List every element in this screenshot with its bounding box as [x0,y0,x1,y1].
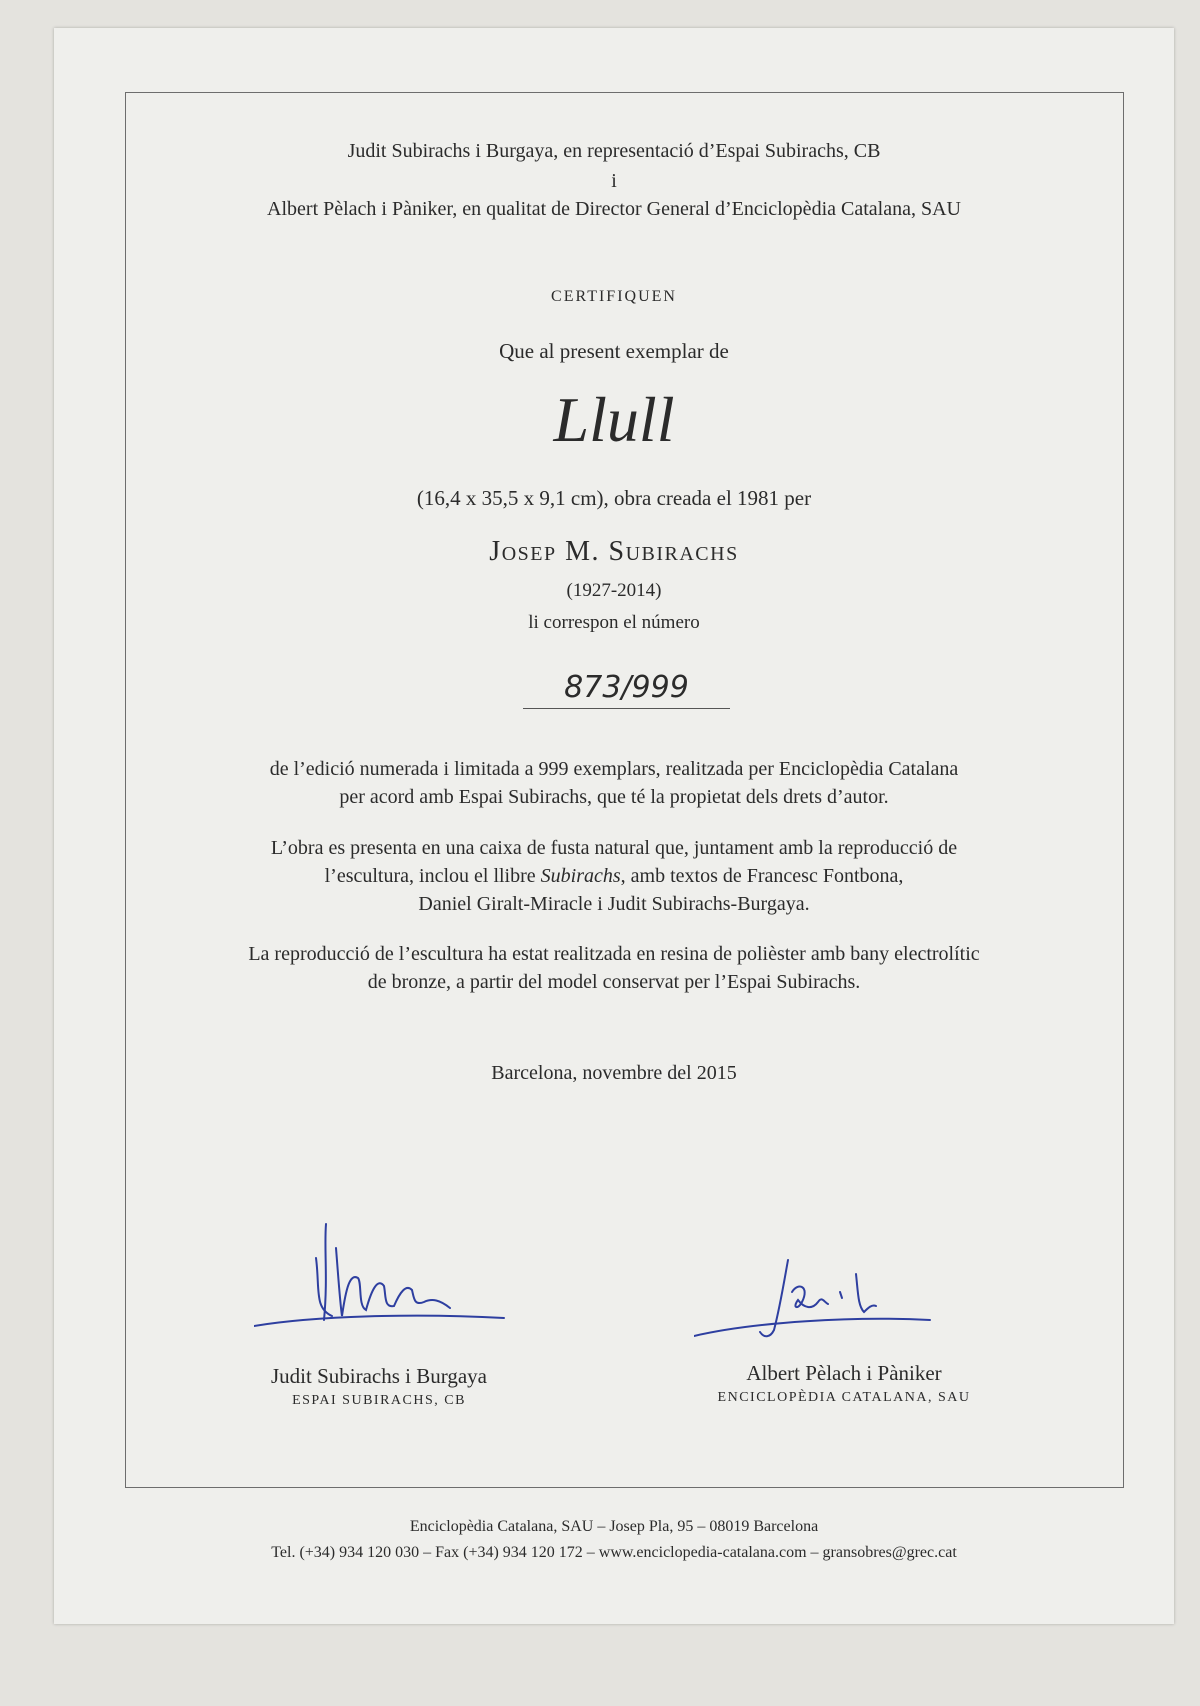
paragraph-box-line-1: L’obra es presenta en una caixa de fusta natural que, juntament amb la reproducció de [270,837,958,859]
signature-judit-subirachs [254,1218,554,1338]
paragraph-edition [54,755,1174,811]
signatory-2-name: Albert Pèlach i Pàniker [746,1361,942,1385]
header-line-3: Albert Pèlach i Pàniker, en qualitat de Director General d’Enciclopèdia Catalana, SAU [267,198,961,220]
work-title: Llull [553,384,675,455]
paragraph-box-text-a: l’escultura, inclou el llibre [324,865,541,887]
dimensions-text: (16,4 x 35,5 x 9,1 cm), obra creada el 1981 per [416,486,812,510]
footer [54,1514,1174,1566]
paragraph-reproduction-line-2: de bronze, a partir del model conservat per l’Espai Subirachs. [367,971,861,993]
number-intro: li correspon el número [528,612,700,633]
artist-name: Josep M. Subirachs [489,536,739,567]
paragraph-box [54,834,1174,918]
header-line-2: i [611,170,617,192]
signatory-1-org: ESPAI SUBIRACHS, CB [292,1393,466,1408]
certify-label: CERTIFIQUEN [551,288,677,305]
paragraph-edition-line-2: per acord amb Espai Subirachs, que té la propietat dels drets d’autor. [339,786,889,808]
artist-dates: (1927-2014) [566,580,662,601]
place-date: Barcelona, novembre del 2015 [491,1062,737,1084]
intro-text: Que al present exemplar de [499,339,729,363]
paragraph-box-line-3: Daniel Giralt-Miracle i Judit Subirachs-Burgaya. [418,893,810,915]
edition-number: 873/999 [564,670,689,705]
signature-albert-pelach [694,1252,954,1352]
signatory-2-org: ENCICLOPÈDIA CATALANA, SAU [717,1390,971,1405]
edition-number-field [523,650,730,709]
signatory-1-name: Judit Subirachs i Burgaya [270,1364,487,1388]
signatory-2 [694,1361,994,1406]
book-title: Subirachs [540,865,621,887]
signatory-1 [249,1364,509,1409]
paragraph-reproduction [54,940,1174,996]
paragraph-reproduction-line-1: La reproducció de l’escultura ha estat realitzada en resina de polièster amb bany electrolític [248,943,980,965]
paragraph-box-line-2 [54,862,1174,890]
paragraph-edition-line-1: de l’edició numerada i limitada a 999 exemplars, realitzada per Enciclopèdia Catalana [269,758,959,780]
paragraph-box-text-b: , amb textos de Francesc Fontbona, [620,865,904,887]
certificate-sheet [54,28,1174,1624]
footer-address: Enciclopèdia Catalana, SAU – Josep Pla, 95 – 08019 Barcelona [409,1518,819,1535]
footer-contact: Tel. (+34) 934 120 030 – Fax (+34) 934 120 172 – www.enciclopedia-catalana.com – gransobres@grec.cat [271,1544,957,1561]
header-line-1: Judit Subirachs i Burgaya, en representació d’Espai Subirachs, CB [347,140,881,162]
